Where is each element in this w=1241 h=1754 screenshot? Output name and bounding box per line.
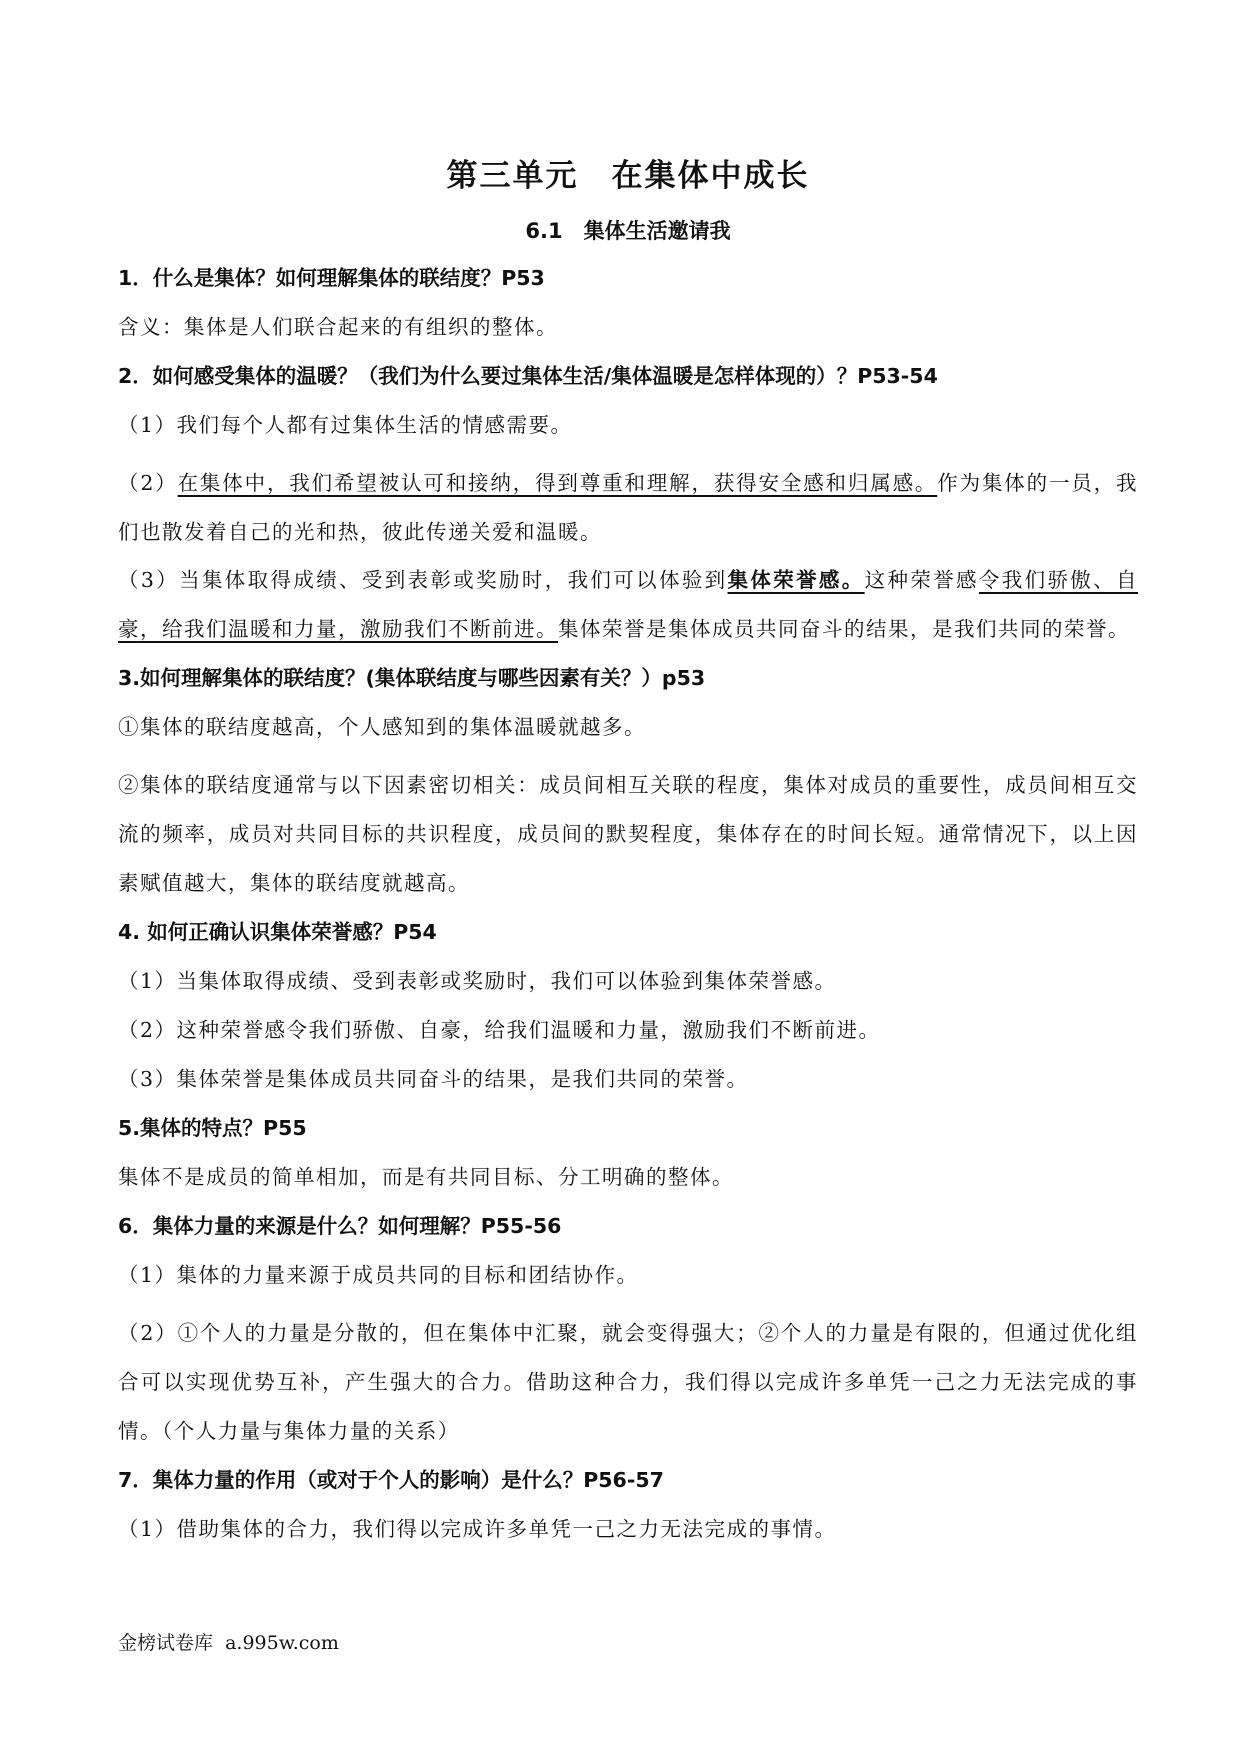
- question-3: 3.如何理解集体的联结度？(集体联结度与哪些因素有关？）p53: [118, 666, 706, 690]
- question-1: 1．什么是集体？如何理解集体的联结度？P53: [118, 266, 545, 290]
- answer-item-1: （1）我们每个人都有过集体生活的情感需要。: [118, 413, 573, 437]
- item-prefix: （2）: [118, 471, 178, 495]
- bold-underlined-text: 集体荣誉感。: [727, 568, 865, 592]
- question-7: 7．集体力量的作用（或对于个人的影响）是什么？P56-57: [118, 1468, 664, 1492]
- answer-item-2: [118, 459, 1138, 557]
- answer-line: （3）集体荣誉是集体成员共同奋斗的结果，是我们共同的荣誉。: [118, 1067, 749, 1091]
- item-text: 作为集体的一员，我们也散发着自己的光和热，彼此传递关爱和温暖。: [118, 471, 1139, 544]
- answer-item-2: ②集体的联结度通常与以下因素密切相关：成员间相互关联的程度，集体对成员的重要性，成员间相互交流的频率，成员对共同目标的共识程度，成员间的默契程度，集体存在的时间长短。通常情况下，以上因素赋值越大，集体的联结度就越高。: [118, 773, 1138, 895]
- answer-line: 含义：集体是人们联合起来的有组织的整体。: [118, 315, 558, 339]
- answer-item-1: ①集体的联结度越高，个人感知到的集体温暖就越多。: [118, 715, 646, 739]
- item-text: 这种荣誉感: [864, 568, 979, 592]
- answer-line: （1）当集体取得成绩、受到表彰或奖励时，我们可以体验到集体荣誉感。: [118, 969, 837, 993]
- item-prefix: （3）当集体取得成绩、受到表彰或奖励时，我们可以体验到: [118, 568, 728, 592]
- footer-watermark: 金榜试卷库 a.995w.com: [118, 1632, 339, 1654]
- question-4: 4. 如何正确认识集体荣誉感？P54: [118, 920, 437, 944]
- item-text: 集体荣誉是集体成员共同奋斗的结果，是我们共同的荣誉。: [558, 617, 1130, 641]
- answer-line: （2）这种荣誉感令我们骄傲、自豪，给我们温暖和力量，激励我们不断前进。: [118, 1018, 881, 1042]
- answer-item-1: （1）集体的力量来源于成员共同的目标和团结协作。: [118, 1263, 639, 1287]
- section-subtitle: 6.1 集体生活邀请我: [525, 219, 731, 243]
- answer-item-3: [118, 556, 1138, 654]
- question-2: 2．如何感受集体的温暖？（我们为什么要过集体生活/集体温暖是怎样体现的）？P53-54: [118, 364, 938, 388]
- question-5: 5.集体的特点？P55: [118, 1116, 307, 1140]
- document-page: [118, 150, 1138, 1563]
- answer-line: 集体不是成员的简单相加，而是有共同目标、分工明确的整体。: [118, 1165, 734, 1189]
- underlined-text: 令我们骄傲、自豪，给我们温暖和力量，激励我们不断前进。: [118, 568, 1139, 641]
- underlined-text: 在集体中，我们希望被认可和接纳，得到尊重和理解，获得安全感和归属感。: [177, 471, 938, 495]
- question-6: 6．集体力量的来源是什么？如何理解？P55-56: [118, 1214, 562, 1238]
- answer-item-2: （2）①个人的力量是分散的，但在集体中汇聚，就会变得强大；②个人的力量是有限的，但通过优化组合可以实现优势互补，产生强大的合力。借助这种合力，我们得以完成许多单凭一己之力无法完成的事情。（个人力量与集体力量的关系）: [118, 1321, 1138, 1443]
- answer-line: （1）借助集体的合力，我们得以完成许多单凭一己之力无法完成的事情。: [118, 1517, 837, 1541]
- page-title: 第三单元 在集体中成长: [446, 158, 810, 194]
